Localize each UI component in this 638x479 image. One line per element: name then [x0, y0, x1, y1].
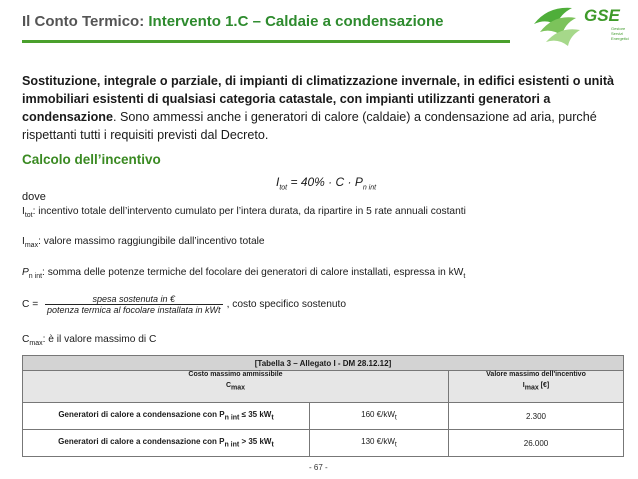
c-lhs: C = — [22, 299, 41, 311]
c-numerator: spesa sostenuta in € — [92, 294, 176, 304]
pn-symbol: P — [22, 267, 29, 278]
logo-sub-line: Servizi — [611, 31, 624, 36]
row-cost-text: 160 €/kW — [361, 410, 395, 420]
imax-text: : valore massimo raggiungibile dall’incentivo totale — [38, 236, 265, 247]
formula-rhs: = 40% · C · P — [287, 175, 363, 189]
definition-cmax — [22, 334, 156, 347]
cmax-text: : è il valore massimo di C — [42, 334, 157, 345]
title-prefix: Il Conto Termico: — [22, 13, 149, 30]
logo-sub-line: Gestore — [611, 26, 626, 31]
intro-bold: Sostituzione, integrale o parziale, di impianti di climatizzazione invernale, in edifici esistenti o unità immobiliari esistenti di qualsiasi categoria catastale, con impianti utilizzanti generatori a condensazione — [22, 74, 615, 124]
row-label — [23, 430, 310, 457]
row-cost-unit: t — [394, 414, 397, 422]
row-cost — [310, 403, 449, 430]
row-label-sub: n int — [224, 441, 240, 449]
col2-header — [449, 371, 624, 403]
table-caption-row — [23, 356, 624, 371]
formula-rhs-sub: n int — [362, 184, 377, 192]
pn-unit-sub: t — [463, 273, 466, 281]
row-label-sub: n int — [224, 414, 240, 422]
col1-header-symbol — [26, 382, 445, 391]
itot-symbol: I — [22, 206, 25, 217]
definition-itot — [22, 206, 466, 219]
row-label-unit: t — [271, 441, 274, 449]
incentive-formula — [276, 175, 376, 191]
c-fraction — [45, 294, 223, 315]
row-cost-text: 130 €/kW — [361, 437, 395, 447]
itot-sub: tot — [24, 212, 33, 220]
title-main: Intervento 1.C – Caldaie a condensazione — [148, 13, 444, 30]
table-row — [23, 403, 624, 430]
formula-lhs: I — [276, 175, 280, 189]
col2-sym: I — [522, 382, 525, 389]
row-value: 2.300 — [449, 403, 624, 430]
cmax-symbol: C — [22, 334, 30, 345]
col1-sym-sub: max — [231, 384, 246, 392]
c-denominator: potenza termica al focolare installata in kWt — [46, 305, 221, 315]
col2-header-symbol — [452, 382, 620, 391]
table-row — [23, 430, 624, 457]
imax-symbol: I — [22, 236, 25, 247]
row-label-cond: > 35 kW — [239, 437, 272, 447]
intro-normal: . Sono ammessi anche i generatori di calore (caldaie) a condensazione ad aria, purché rispettanti tutti i requisiti previsti dal Decreto. — [22, 110, 597, 142]
title-divider — [22, 40, 510, 43]
table-header-row — [23, 371, 624, 403]
c-text: , costo specifico sostenuto — [226, 299, 347, 311]
row-value: 26.000 — [449, 430, 624, 457]
definition-c — [22, 294, 346, 315]
table-caption: [Tabella 3 – Allegato I - DM 28.12.12] — [23, 356, 624, 371]
col1-sym: C — [225, 382, 232, 389]
row-label-unit: t — [271, 414, 274, 422]
definition-imax — [22, 236, 265, 249]
row-label-text: Generatori di calore a condensazione con P — [58, 410, 225, 420]
col2-header-label: Valore massimo dell'incentivo — [486, 371, 586, 378]
logo-subtitle — [611, 26, 629, 41]
col2-sym-unit: [€] — [538, 382, 550, 389]
pn-text: : somma delle potenze termiche del focolare dei generatori di calore installati, espressa in kW — [42, 267, 464, 278]
logo-text: GSE — [584, 6, 620, 25]
page-title — [22, 13, 443, 30]
cmax-sub: max — [29, 340, 43, 348]
row-cost-unit: t — [394, 441, 397, 449]
imax-sub: max — [24, 242, 39, 250]
col1-header-label: Costo massimo ammissibile — [188, 371, 283, 378]
pn-sub: n int — [28, 273, 43, 281]
incentive-table — [22, 355, 624, 457]
intro-paragraph — [22, 72, 622, 144]
formula-lhs-sub: tot — [279, 184, 288, 192]
itot-text: : incentivo totale dell’intervento cumulato per l’intera durata, da ripartire in 5 rate annuali costanti — [32, 206, 466, 217]
section-title: Calcolo dell’incentivo — [22, 152, 161, 167]
row-label-text: Generatori di calore a condensazione con P — [58, 437, 225, 447]
row-label-cond: ≤ 35 kW — [239, 410, 272, 420]
row-label — [23, 403, 310, 430]
logo-sub-line: Energetici — [611, 36, 629, 41]
dove-label: dove — [22, 191, 46, 203]
row-cost — [310, 430, 449, 457]
col2-sym-sub: max — [524, 384, 539, 392]
definition-pn — [22, 267, 465, 280]
page-number: - 67 - — [309, 463, 328, 472]
col1-header — [23, 371, 449, 403]
